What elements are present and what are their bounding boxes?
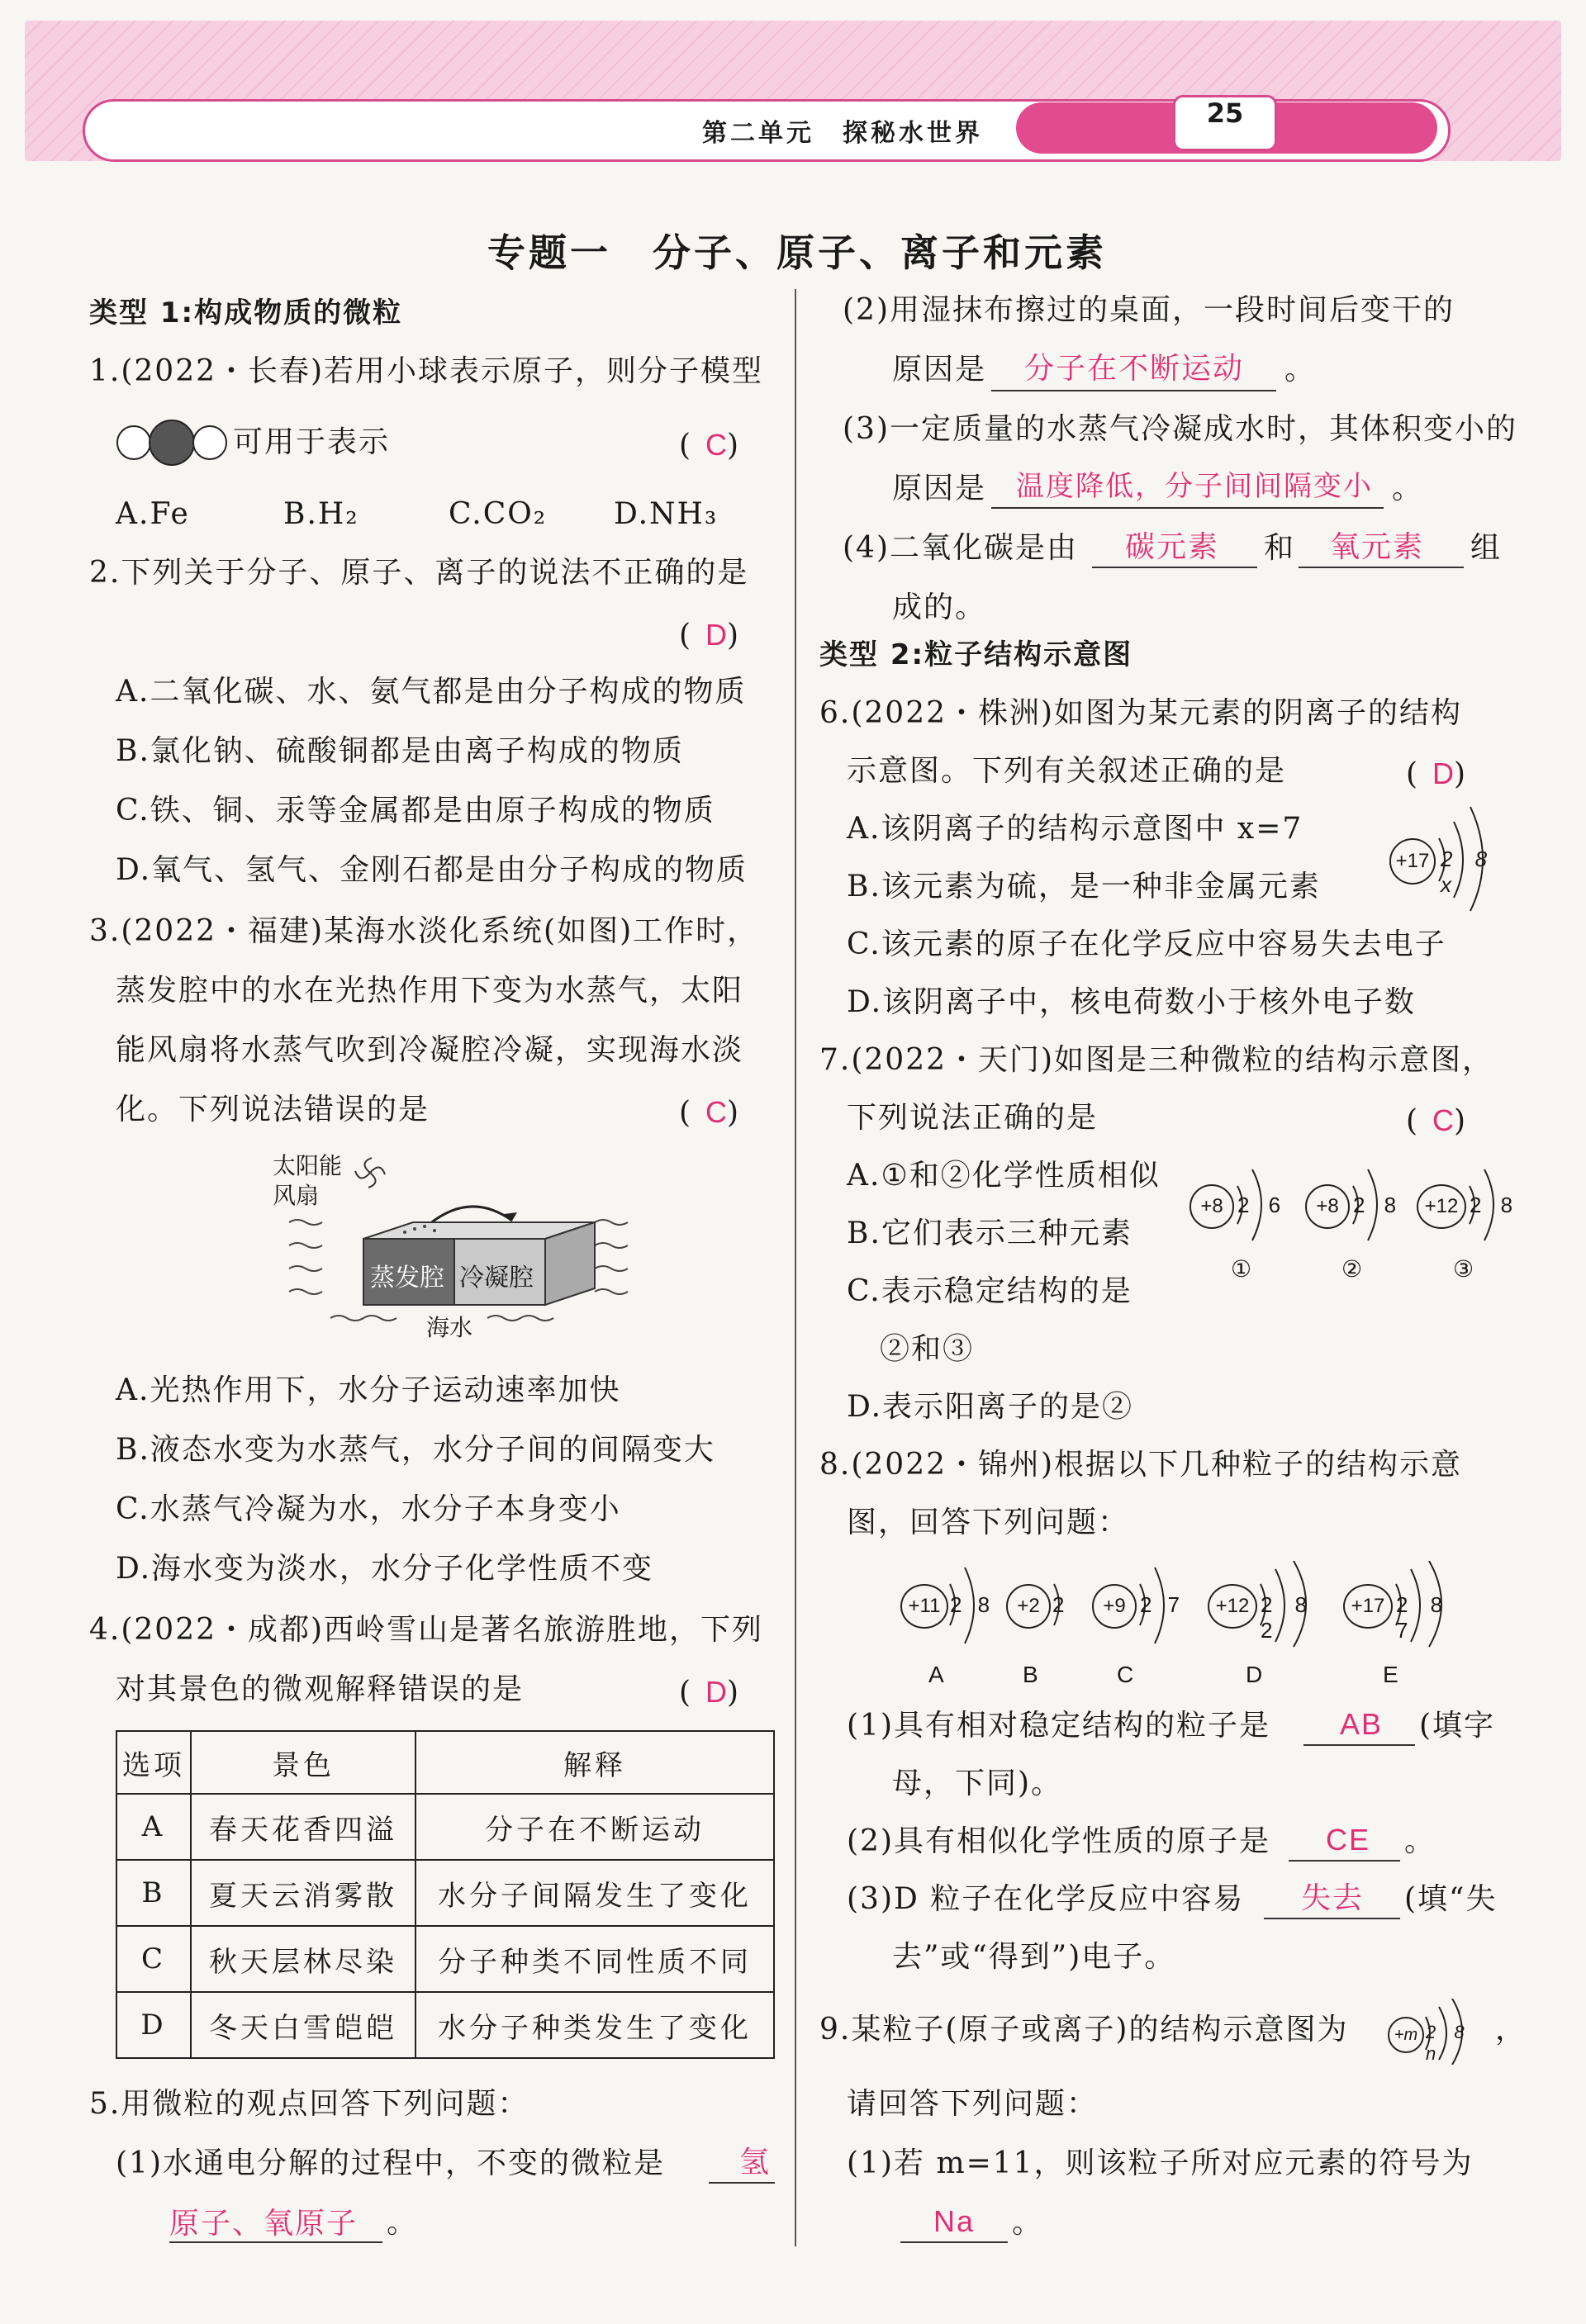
column-divider [795, 289, 796, 2246]
table-cell: 水分子间隔发生了变化 [415, 1860, 774, 1926]
q6-atom-diagram [1388, 805, 1520, 913]
q7-option-a: A.①和②化学性质相似 [847, 1159, 1161, 1193]
table-cell: D [116, 1992, 191, 2058]
q5-part2-line2: 原因是 [892, 353, 987, 387]
q5-part1-answer-a: 氢 [739, 2145, 772, 2179]
electron-shells: 2 8 2 [1261, 1592, 1316, 1643]
desalination-figure [273, 1148, 653, 1346]
q1-option-b: B.H₂ [283, 497, 359, 531]
unit-title: 第二单元 探秘水世界 [702, 119, 983, 148]
electron-shells: 2 8 [1470, 1193, 1520, 1217]
q3-option-c: C.水蒸气冷凝为水，水分子本身变小 [116, 1492, 621, 1526]
q2-option-a: A.二氧化碳、水、氨气都是由分子构成的物质 [116, 675, 747, 709]
condensation-chamber-label: 冷凝腔 [459, 1264, 534, 1292]
table-header: 解释 [415, 1731, 774, 1794]
q6-option-d: D.该阴离子中，核电荷数小于核外电子数 [847, 985, 1417, 1019]
q4-answer: D [705, 1675, 728, 1709]
q4-stem-1: 4.(2022・成都)西岭雪山是著名旅游胜地，下列 [89, 1613, 764, 1647]
nucleus: +8 [1190, 1184, 1234, 1229]
q7-answer: C [1432, 1103, 1455, 1137]
table-cell: 分子在不断运动 [415, 1794, 774, 1860]
table-row [116, 1926, 774, 1992]
answer-blank [1303, 1743, 1415, 1746]
q5-part4-answer-2: 氧元素 [1330, 529, 1425, 563]
nucleus: +8 [1305, 1184, 1350, 1229]
diagram-label: B [1023, 1662, 1038, 1687]
q5-part3-line1: (3)一定质量的水蒸气冷凝成水时，其体积变小的 [843, 412, 1517, 446]
answer-blank [169, 2240, 382, 2243]
q5-part3-answer: 温度降低，分子间间隔变小 [1016, 471, 1373, 502]
q3-option-b: B.液态水变为水蒸气，水分子间的间隔变大 [116, 1433, 715, 1467]
q1-option-d: D.NH₃ [614, 497, 719, 531]
nucleus: +9 [1092, 1584, 1137, 1629]
q6-answer-box: (D) [1406, 756, 1481, 791]
q7-stem-1: 7.(2022・天门)如图是三种微粒的结构示意图， [819, 1043, 1494, 1077]
section-type-1: 类型 1:构成物质的微粒 [89, 296, 403, 330]
answer-blank [991, 505, 1384, 509]
electron-shells: 2 7 [1140, 1592, 1185, 1617]
q5-part1-answer-b: 原子、氧原子 [169, 2206, 359, 2240]
answer-blank [900, 2240, 1008, 2243]
q4-stem-2: 对其景色的微观解释错误的是 [116, 1672, 525, 1706]
section-type-2: 类型 2:粒子结构示意图 [819, 638, 1133, 671]
q8-part1-a: (1)具有相对稳定结构的粒子是 [847, 1709, 1270, 1743]
q9-part1-answer: Na [933, 2204, 976, 2238]
q9-part1-end: 。 [1012, 2206, 1044, 2240]
electron-shells: 2 8 x [1441, 847, 1496, 897]
nucleus: +17 [1389, 838, 1436, 885]
q6-option-c: C.该元素的原子在化学反应中容易失去电子 [847, 927, 1446, 961]
q7-diagram-1 [1190, 1164, 1297, 1288]
diagram-label: ① [1231, 1256, 1252, 1282]
table-cell: 冬天白雪皑皑 [191, 1992, 415, 2058]
q2-option-d: D.氧气、氢气、金刚石都是由分子构成的物质 [116, 853, 748, 887]
q9-stem-end: ， [1495, 2013, 1527, 2047]
table-header-row [116, 1731, 774, 1794]
q3-stem-2: 蒸发腔中的水在光热作用下变为水蒸气，太阳 [116, 974, 744, 1008]
answer-blank [1289, 1858, 1400, 1862]
nucleus: +17 [1343, 1584, 1393, 1629]
answer-blank [709, 2180, 775, 2184]
q8-part3-answer: 失去 [1301, 1881, 1365, 1914]
q5-part4-answer-1: 碳元素 [1125, 529, 1220, 563]
q6-stem-2: 示意图。下列有关叙述正确的是 [847, 754, 1287, 788]
q1-stem: 1.(2022・长春)若用小球表示原子，则分子模型 [89, 354, 764, 388]
q3-option-d: D.海水变为淡水，水分子化学性质不变 [116, 1552, 654, 1586]
q9-stem: 9.某粒子(原子或离子)的结构示意图为 [819, 2013, 1349, 2047]
q6-answer: D [1432, 756, 1455, 790]
q5-part4-b: 和 [1264, 531, 1296, 565]
q5-stem: 5.用微粒的观点回答下列问题： [89, 2087, 529, 2121]
q6-option-b: B.该元素为硫，是一种非金属元素 [847, 870, 1321, 904]
table-header: 景色 [191, 1731, 415, 1794]
q8-part3-b: (填“失 [1404, 1882, 1498, 1916]
q8-diagram-c [1092, 1561, 1191, 1693]
fan-label-2: 风扇 [273, 1183, 320, 1208]
q8-diagram-d [1208, 1561, 1340, 1693]
fan-icon [355, 1158, 385, 1188]
table-row [116, 1794, 774, 1860]
electron-shells: 2 8 [1353, 1193, 1403, 1217]
q7-option-c: C.表示稳定结构的是 [847, 1274, 1133, 1308]
q4-answer-box: (D) [679, 1675, 754, 1710]
table-row [116, 1860, 774, 1926]
table-cell: 水分子种类发生了变化 [415, 1992, 774, 2058]
table-cell: 分子种类不同性质不同 [415, 1926, 774, 1992]
q3-answer: C [705, 1095, 728, 1129]
q3-answer-box: (C) [679, 1095, 754, 1130]
answer-blank [1092, 565, 1257, 568]
topic-title: 专题一 分子、原子、离子和元素 [487, 230, 1107, 275]
shell-arcs [1006, 1561, 1089, 1652]
q1-answer-box: (C) [679, 428, 754, 462]
diagram-label: A [928, 1662, 944, 1687]
q8-part1-b: (填字 [1419, 1709, 1496, 1743]
q8-part1-line2: 母，下同)。 [892, 1767, 1063, 1800]
q3-option-a: A.光热作用下，水分子运动速率加快 [116, 1373, 621, 1407]
table-cell: A [116, 1794, 191, 1860]
q1-option-c: C.CO₂ [449, 497, 548, 531]
diagram-label: E [1383, 1662, 1398, 1687]
table-cell: C [116, 1926, 191, 1992]
q1-stem-2: 可用于表示 [233, 425, 391, 459]
nucleus: +12 [1417, 1184, 1466, 1229]
q9-stem-2: 请回答下列问题： [847, 2087, 1099, 2121]
q3-stem-3: 能风扇将水蒸气吹到冷凝腔冷凝，实现海水淡 [116, 1033, 744, 1067]
table-cell: 春天花香四溢 [191, 1794, 415, 1860]
q5-part1: (1)水通电分解的过程中，不变的微粒是 [116, 2146, 665, 2180]
q7-diagram-3 [1417, 1164, 1524, 1288]
q5-part2-line1: (2)用湿抹布擦过的桌面，一段时间后变干的 [843, 293, 1455, 327]
q2-answer: D [705, 618, 728, 652]
q8-part3-line2: 去”或“得到”)电子。 [892, 1940, 1176, 1974]
q8-diagram-a [900, 1561, 1000, 1693]
table-row [116, 1992, 774, 2058]
q8-part1-answer: AB [1340, 1707, 1384, 1741]
q4-table [116, 1730, 775, 2059]
table-cell: 夏天云消雾散 [191, 1860, 415, 1926]
nucleus: +11 [900, 1584, 948, 1629]
q5-part4-a: (4)二氧化碳是由 [843, 531, 1078, 565]
nucleus: +m [1388, 2017, 1424, 2053]
q9-part1: (1)若 m=11，则该粒子所对应元素的符号为 [847, 2146, 1474, 2180]
electron-shells: 2 6 [1237, 1193, 1288, 1217]
q8-part2-end: 。 [1404, 1824, 1436, 1858]
table-cell: 秋天层林尽染 [191, 1926, 415, 1992]
q8-diagram-e [1343, 1561, 1479, 1693]
electron-shells: 2 8 7 [1396, 1592, 1451, 1643]
q8-part3-a: (3)D 粒子在化学反应中容易 [847, 1882, 1245, 1916]
q8-part2-answer: CE [1326, 1823, 1371, 1857]
seawater-label: 海水 [426, 1315, 473, 1340]
q8-stem-1: 8.(2022・锦州)根据以下几种粒子的结构示意 [819, 1448, 1463, 1482]
molecule-model-icon [114, 420, 230, 466]
answer-blank [1264, 1916, 1400, 1919]
q5-part3-line2: 原因是 [892, 472, 987, 505]
diagram-label: ③ [1453, 1256, 1474, 1282]
q1-option-a: A.Fe [116, 497, 190, 531]
q2-stem: 2.下列关于分子、原子、离子的说法不正确的是 [89, 556, 749, 590]
diagram-label: C [1117, 1662, 1134, 1687]
q7-option-c-cont: ②和③ [880, 1332, 975, 1366]
answer-blank [991, 388, 1276, 391]
q7-answer-box: (C) [1406, 1103, 1481, 1138]
q5-part3-end: 。 [1392, 472, 1424, 505]
nucleus: +12 [1208, 1584, 1257, 1629]
q7-stem-2: 下列说法正确的是 [847, 1101, 1099, 1135]
q6-option-a: A.该阴离子的结构示意图中 x=7 [847, 812, 1303, 846]
q2-answer-box: (D) [679, 618, 754, 652]
q5-part2-answer: 分子在不断运动 [1024, 351, 1245, 385]
electron-shells: 2 8 [950, 1592, 995, 1617]
q7-diagrams [1190, 1164, 1520, 1288]
electron-shells: 2 8 n [1426, 2022, 1471, 2064]
q6-stem-1: 6.(2022・株洲)如图为某元素的阴离子的结构 [819, 696, 1463, 730]
q3-stem-1: 3.(2022・福建)某海水淡化系统(如图)工作时， [89, 914, 759, 948]
page-number: 25 [1173, 95, 1277, 151]
q9-atom-diagram [1388, 1999, 1495, 2065]
q5-part4-line2: 成的。 [892, 590, 987, 624]
q5-part2-end: 。 [1284, 353, 1317, 387]
evaporation-chamber-label: 蒸发腔 [370, 1264, 444, 1292]
q2-option-c: C.铁、铜、汞等金属都是由原子构成的物质 [116, 794, 715, 828]
answer-blank [1299, 565, 1464, 568]
q2-option-b: B.氯化钠、硫酸铜都是由离子构成的物质 [116, 734, 684, 768]
q7-option-b: B.它们表示三种元素 [847, 1217, 1133, 1250]
q7-option-d: D.表示阳离子的是② [847, 1390, 1134, 1424]
q3-stem-4: 化。下列说法错误的是 [116, 1093, 430, 1126]
diagram-label: D [1246, 1662, 1263, 1687]
q8-diagrams [900, 1561, 1479, 1693]
table-cell: B [116, 1860, 191, 1926]
q5-part1-end: 。 [387, 2206, 419, 2240]
electron-shells: 2 [1052, 1592, 1065, 1617]
fan-label-1: 太阳能 [273, 1153, 343, 1179]
q8-stem-2: 图，回答下列问题： [847, 1506, 1130, 1539]
q1-answer: C [705, 428, 728, 462]
table-header: 选项 [116, 1731, 191, 1794]
q8-part2-a: (2)具有相似化学性质的原子是 [847, 1824, 1270, 1858]
nucleus: +2 [1006, 1584, 1051, 1629]
q8-diagram-b [1006, 1561, 1089, 1693]
q7-diagram-2 [1305, 1164, 1413, 1288]
diagram-label: ② [1341, 1256, 1363, 1282]
q5-part4-c: 组 [1470, 531, 1503, 565]
